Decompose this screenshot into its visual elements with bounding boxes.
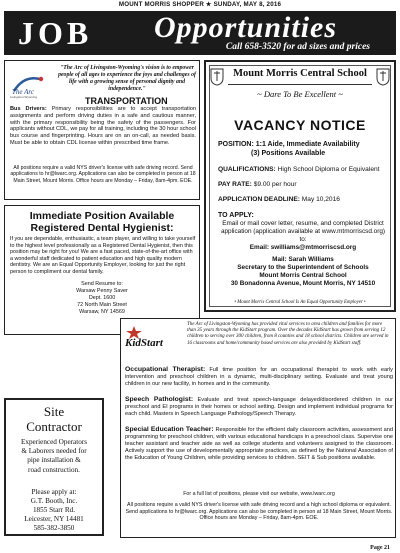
deadline-label: APPLICATION DEADLINE: <box>218 196 300 203</box>
arc-logo-tagline: Livingston-Wyoming <box>10 95 37 99</box>
sp-text: Evaluate and treat speech-language delayed/disordered children in our preschool and EI programs in their homes or school setting. Design and implement individual programs for each child. Masters in Speech Language Pathology/Speech Therapy. <box>125 397 393 417</box>
equal-opportunity-note: • Mount Morris Central School Is An Equal Opportunity Employer • <box>234 300 366 305</box>
resume-city: Warsaw, NY 14569 <box>79 309 125 315</box>
resume-to-label: Send Resume to: <box>81 281 123 287</box>
contact-title: Secretary to the Superintendent of Schools <box>237 264 369 271</box>
site-contractor-title <box>6 404 102 434</box>
occupational-therapist-listing <box>125 367 393 388</box>
kidstart-logo <box>125 325 181 353</box>
contact-org: Mount Morris Central School <box>259 272 347 279</box>
school-motto: ~ Dare To Be Excellent ~ <box>257 89 343 99</box>
kidstart-ad <box>120 318 396 538</box>
apply-instructions: Email or mail cover letter, resume, and completed District application (application available at www.mtmorriscsd.org) to: <box>220 220 386 243</box>
contact-address: 30 Bonadonna Avenue, Mount Morris, NY 14510 <box>230 280 376 287</box>
qualifications-label: QUALIFICATIONS: <box>218 166 276 173</box>
resume-street: 72 North Main Street <box>77 302 127 308</box>
arc-logo <box>10 73 50 107</box>
arc-requirements-footer: All positions require a valid NYS driver's license with safe driving record. Send applications to hr@lwarc.org. Applications can also be completed in person at 18 Main Street, Mount Morris. Office hours are Monday – Friday, 8am-4pm. EOE. <box>10 165 196 184</box>
kidstart-intro: The Arc of Livingston-Wyoming has provided vital services to area children and families for more than 35 years through the KidStart program. Over the decades KidStart has grown from serving 12 children to serving over 300 children, from 8 counties and 18 school districts. Children are served in 16 classrooms and home/community based services are also provided by KidStart staff. <box>187 322 389 346</box>
kidstart-requirements-footer: All positions require a valid NYS driver's license with safe driving record and a high school diploma or equivalent. Send applications to hr@lwarc.org. Applications can also be completed in person at 18 Main Street, Mount Morris. Office hours are Monday – Friday, 8am-4pm. EOE. <box>125 502 393 522</box>
apply-label: TO APPLY: <box>218 212 254 219</box>
contact-name: Mail: Sarah Williams <box>272 256 334 263</box>
site-title-line-1: Site <box>43 404 65 419</box>
school-crest-icon <box>210 68 224 86</box>
apply-email[interactable]: Email: swilliams@mtmorriscsd.org <box>249 244 357 251</box>
page-number: Page 21 <box>370 545 390 551</box>
ot-label: Occupational Therapist: <box>125 366 206 373</box>
pay-rate-label: PAY RATE: <box>218 181 252 188</box>
banner-opportunities-title: Opportunities <box>154 11 338 44</box>
arc-vision-quote: "The Arc of Livingston-Wyoming's vision is to empower people of all ages to experience the joys and challenges of life with a growing sense of personal dignity and independence." <box>58 65 196 92</box>
speech-pathologist-listing <box>125 397 393 418</box>
site-contractor-address <box>6 488 102 533</box>
school-crest-icon-right <box>376 68 390 86</box>
vacancy-title: VACANCY NOTICE <box>234 117 366 133</box>
site-body-line-2: & Laborers needed for <box>21 447 87 456</box>
qualifications-line <box>218 166 388 174</box>
deadline-line <box>218 196 388 204</box>
transportation-heading: TRANSPORTATION <box>85 96 168 106</box>
arc-transportation-ad <box>4 60 200 200</box>
banner-call-line: Call 658-3520 for ad sizes and prices <box>225 42 370 52</box>
site-phone: 585-382-3850 <box>33 524 75 532</box>
site-body-line-1: Experienced Operators <box>20 438 88 446</box>
arc-logo-word: The Arc <box>12 88 34 95</box>
ot-text: Full time position for an occupational therapist to work with early intervention and preschool children in a dynamic, multi-disciplinary setting. Evaluate and treat young children in our new facility, in homes and in the community. <box>125 367 393 387</box>
vacancy-notice-ad <box>204 60 396 312</box>
se-text: Responsible for the efficient daily classroom activities, assessment and programming for preschool children, with various educational handicaps in a preschool class. Supervise one teacher assistant and teacher aide as well as college students and volunteers assigned to the classroom. Actively support the use of developmentally appropriate practices, as defined by the National Association of the Education of Young Children, while providing services to children. SEIT & Sub positions available. <box>125 427 393 461</box>
site-street: 1855 Starr Rd. <box>32 506 76 514</box>
job-banner <box>4 11 396 55</box>
dental-hygienist-ad <box>4 205 200 335</box>
special-ed-teacher-listing <box>125 427 393 462</box>
school-divider <box>228 84 372 85</box>
site-apply-label: Please apply at: <box>31 488 77 496</box>
bus-driver-label: Bus Drivers: <box>10 106 47 112</box>
site-contractor-ad <box>4 398 104 536</box>
site-body-line-3: pipe installation & <box>27 456 81 465</box>
hygienist-description: If you are dependable, enthusiastic, a team player, and willing to take yourself to the highest level professionally as a Registered Dental Hygienist, then this position may be right for you! We are a fast paced, state-of-the-art office with a wonderful staff dedicated to patient education and high quality modern dentistry. We are an Equal Opportunity Employer, looking for just the right person to compliment our dental family. <box>10 236 196 275</box>
resume-recipient: Warsaw Penny Saver <box>76 288 128 294</box>
masthead: MOUNT MORRIS SHOPPER ★ SUNDAY, MAY 8, 2016 <box>118 1 282 8</box>
apply-section <box>218 212 388 288</box>
hygienist-title: Immediate Position Available Registered Dental Hygienist: <box>29 210 175 234</box>
site-contractor-description <box>6 438 102 475</box>
kidstart-logo-word: KidStart <box>125 337 163 349</box>
website-note[interactable]: For a full list of positions, please visit our website, www.lwarc.org <box>183 491 335 497</box>
site-city: Leicester, NY 14481 <box>24 515 84 523</box>
sp-label: Speech Pathologist: <box>125 396 194 403</box>
deadline-value: May 10,2016 <box>301 196 340 203</box>
pay-rate-line <box>218 181 388 189</box>
arc-logo-icon <box>10 73 50 95</box>
school-name: Mount Morris Central School <box>233 68 367 79</box>
site-body-line-4: road construction. <box>28 465 80 474</box>
qualifications-value: High School Diploma or Equivalent <box>277 166 380 173</box>
bus-driver-description <box>10 106 196 147</box>
bus-driver-text: Primary responsibilities are to accept transportation assignments and perform driving duties in a safe and cautious manner, with the primary responsibility being the safety of the passengers. For applicants without CDL, we pay for all training, including the 30 hour school bus course and fingerprinting. Hours are on an on-call, as needed basis. Must be able to obtain CDL license within prescribed time frame. <box>10 106 196 146</box>
se-label: Special Education Teacher: <box>125 426 214 433</box>
position-line-2: (3) Positions Available <box>251 150 326 157</box>
hygienist-address <box>5 281 199 316</box>
resume-dept: Dept. 1600 <box>88 295 116 301</box>
site-company: G.T. Booth, Inc. <box>30 497 78 505</box>
position-info <box>218 140 388 158</box>
site-title-line-2: Contractor <box>26 419 82 434</box>
position-label: POSITION: <box>218 141 254 148</box>
banner-job-title: JOB <box>18 15 93 51</box>
pay-rate-value: $9.00 per hour <box>253 181 297 188</box>
position-line-1: 1:1 Aide, Immediate Availability <box>255 141 360 148</box>
